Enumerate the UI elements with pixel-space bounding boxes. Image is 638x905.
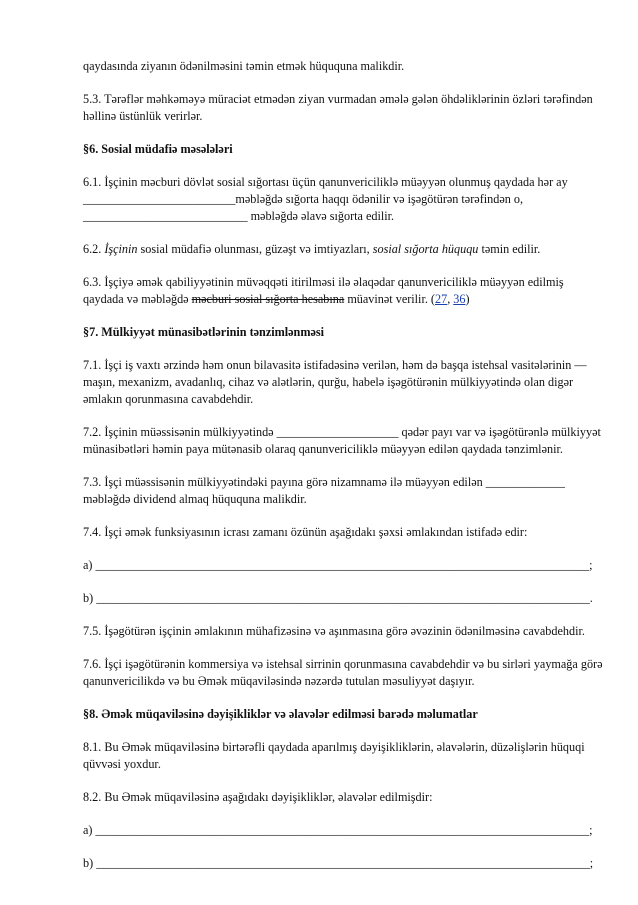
italic-run: sosial sığorta hüququ xyxy=(372,242,479,256)
section-heading-6: §6. Sosial müdafiə məsələləri xyxy=(83,142,233,156)
paragraph-6-1 xyxy=(83,174,605,225)
paragraph-8-1: 8.1. Bu Əmək müqaviləsinə birtərəfli qaydada aparılmış dəyişikliklərin, əlavələrin, düzəlişlərin hüquqi qüvvəsi yoxdur. xyxy=(83,740,585,771)
paragraph-7-1: 7.1. İşçi iş vaxtı ərzində həm onun bilavasitə istifadəsinə verilən, həm də başqa istehsal vasitələrinin — maşın, mexanizm, avadanlıq, cihaz və alətlərin, qurğu, habelə işəgötürənin mülkiyyətində olan digər əmlakın qorunmasına cavabdehdir. xyxy=(83,358,587,406)
paragraph-6-1-line3: ___________________________ məbləğdə əlavə sığorta edilir. xyxy=(83,209,395,223)
section-heading-8: §8. Əmək müqaviləsinə dəyişikliklər və əlavələr edilməsi barədə məlumatlar xyxy=(83,707,478,721)
paragraph-7-5: 7.5. İşəgötürən işçinin əmlakının mühafizəsinə və aşınmasına görə əvəzinin ödənilməsinə cavabdehdir. xyxy=(83,624,585,638)
paragraph-7-4: 7.4. İşçi əmək funksiyasının icrası zamanı özünün aşağıdakı şəxsi əmlakından istifadə edir: xyxy=(83,525,528,539)
text-run: , xyxy=(447,292,454,306)
text-run: ) xyxy=(465,292,470,306)
paragraph-5-3: 5.3. Tərəflər məhkəməyə müraciət etmədən ziyan vurmadan əmələ gələn öhdəliklərinin özləri tərəfindən həllinə üstünlük verirlər. xyxy=(83,92,593,123)
paragraph-6-3 xyxy=(83,274,605,308)
paragraph-6-1-line1: 6.1. İşçinin məcburi dövlət sosial sığortası üçün qanunvericiliklə müəyyən olunmuş qaydada hər ay xyxy=(83,175,568,189)
blank-line-8-2-a: a) _________________________________________________________________________________; xyxy=(83,823,593,837)
text-run: sosial müdafiə olunması, güzəşt və imtiyazları, xyxy=(137,242,373,256)
section-heading-7: §7. Mülkiyyət münasibətlərinin tənzimlənməsi xyxy=(83,325,325,339)
blank-line-8-2-b: b) _________________________________________________________________________________; xyxy=(83,856,594,870)
paragraph-6-2 xyxy=(83,241,605,258)
text-run: 6.3. İşçiyə əmək qabiliyyətinin müvəqqəti itirilməsi ilə əlaqədar qanunvericiliklə müəyyən edilmiş qaydada və məbləğdə xyxy=(83,275,564,306)
paragraph-7-3: 7.3. İşçi müəssisənin mülkiyyətindəki payına görə nizamnamə ilə müəyyən edilən _____________ məbləğdə dividend almaq hüququna malikdir. xyxy=(83,475,565,506)
reference-link-27[interactable]: 27 xyxy=(435,292,448,306)
text-run: təmin edilir. xyxy=(478,242,541,256)
paragraph-8-2: 8.2. Bu Əmək müqaviləsinə aşağıdakı dəyişikliklər, əlavələr edilmişdir: xyxy=(83,790,433,804)
blank-line-7-4-a: a) _________________________________________________________________________________; xyxy=(83,558,593,572)
italic-run: İşçinin xyxy=(104,242,138,256)
document-body xyxy=(83,58,605,888)
paragraph-7-2: 7.2. İşçinin müəssisənin mülkiyyətində ____________________ qədər payı var və işəgötürənlə mülkiyyət münasibətləri həmin paya mütənasib olaraq qanunvericiliklə müəyyən edilən qaydada tənzimlənir. xyxy=(83,425,601,456)
blank-line-7-4-b: b) _________________________________________________________________________________. xyxy=(83,591,593,605)
paragraph-intro: qaydasında ziyanın ödənilməsini təmin etmək hüququna malikdir. xyxy=(83,59,405,73)
reference-link-36[interactable]: 36 xyxy=(453,292,466,306)
text-run: müavinət verilir. ( xyxy=(344,292,435,306)
paragraph-6-1-line2: _________________________məbləğdə sığorta haqqı ödənilir və işəgötürən tərəfindən o, xyxy=(83,192,524,206)
text-run: 6.2. xyxy=(83,242,105,256)
struck-text: məcburi sosial sığorta hesabına xyxy=(191,292,345,306)
paragraph-7-6: 7.6. İşçi işəgötürənin kommersiya və istehsal sirrinin qorunmasına cavabdehdir və bu sirləri yaymağa görə qanunvericilikdə və bu Əmək müqaviləsində nəzərdə tutulan məsuliyyət daşıyır. xyxy=(83,657,603,688)
